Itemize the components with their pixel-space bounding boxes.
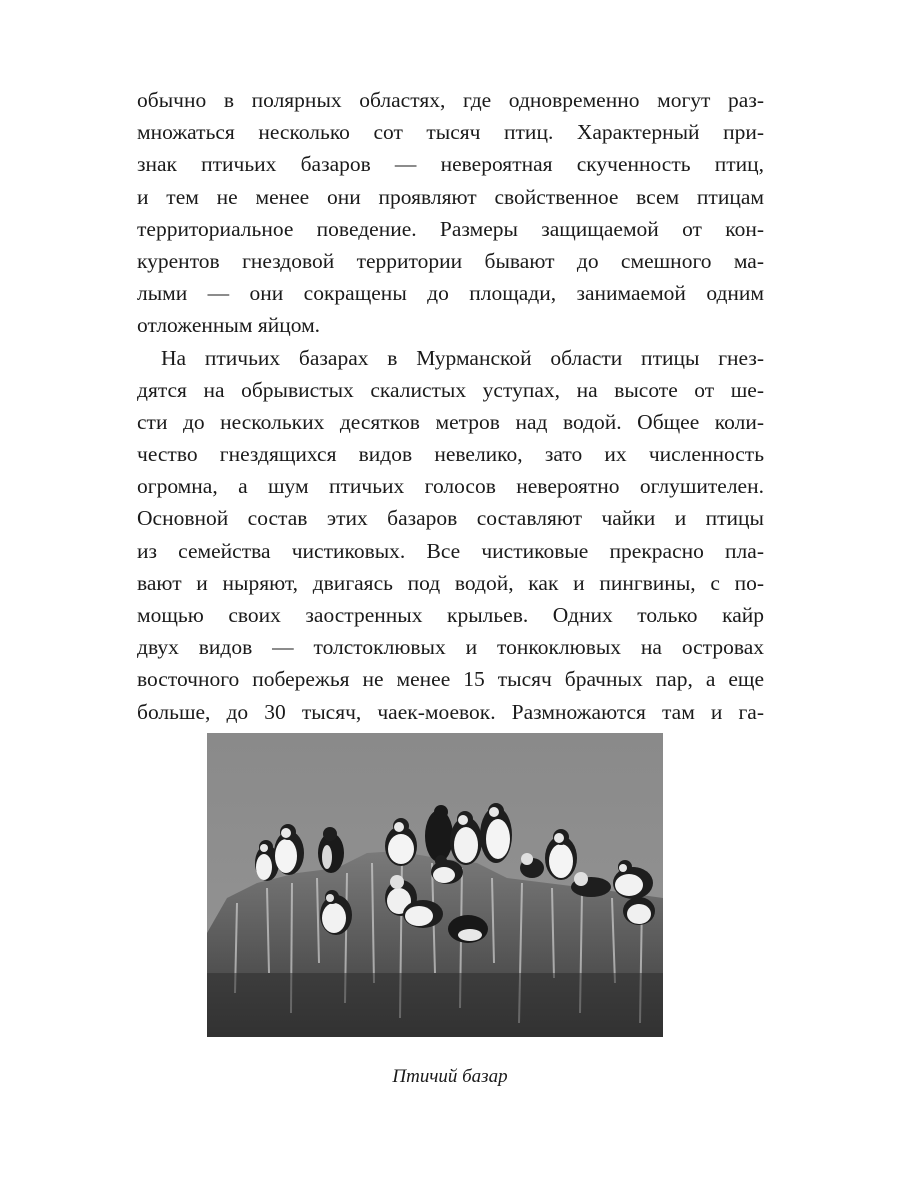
puffin-colony-photo bbox=[207, 733, 663, 1037]
text-line: вают и ныряют, двигаясь под водой, как и пингвины, с по- bbox=[137, 570, 764, 595]
text-line: мощью своих заостренных крыльев. Одних только кайр bbox=[137, 603, 764, 627]
text-line: дятся на обрывистых скалистых уступах, на высоте от ше- bbox=[137, 377, 764, 402]
text-line: двух видов — толстоклювых и тонкоклювых на островах bbox=[137, 635, 764, 660]
text-line: На птичьих базарах в Мурманской области птицы гнез- bbox=[161, 345, 764, 370]
text-line: огромна, а шум птичьих голосов невероятно оглушителен. bbox=[137, 474, 764, 499]
text-line: знак птичьих базаров — невероятная скученность птиц, bbox=[137, 152, 764, 177]
text-line: чество гнездящихся видов невелико, зато их численность bbox=[137, 442, 764, 467]
text-line: множаться несколько сот тысяч птиц. Характерный при- bbox=[137, 120, 764, 145]
text-line: курентов гнездовой территории бывают до смешного ма- bbox=[137, 248, 764, 273]
text-line: сти до нескольких десятков метров над водой. Общее коли- bbox=[137, 409, 764, 434]
text-line: из семейства чистиковых. Все чистиковые прекрасно пла- bbox=[137, 538, 764, 563]
text-line: Основной состав этих базаров составляют чайки и птицы bbox=[137, 506, 764, 531]
text-line: отложенным яйцом. bbox=[137, 313, 321, 338]
body-text bbox=[137, 84, 764, 728]
text-line: и тем не менее они проявляют свойственное всем птицам bbox=[137, 184, 764, 209]
text-line: больше, до 30 тысяч, чаек-моевок. Размножаются там и га- bbox=[137, 699, 764, 724]
figure-caption: Птичий базар bbox=[392, 1066, 508, 1087]
text-line: обычно в полярных областях, где одновременно могут раз- bbox=[137, 88, 764, 112]
text-line: лыми — они сокращены до площади, занимаемой одним bbox=[137, 281, 764, 306]
text-line: территориальное поведение. Размеры защищаемой от кон- bbox=[137, 216, 764, 241]
text-line: восточного побережья не менее 15 тысяч брачных пар, а еще bbox=[137, 667, 764, 692]
